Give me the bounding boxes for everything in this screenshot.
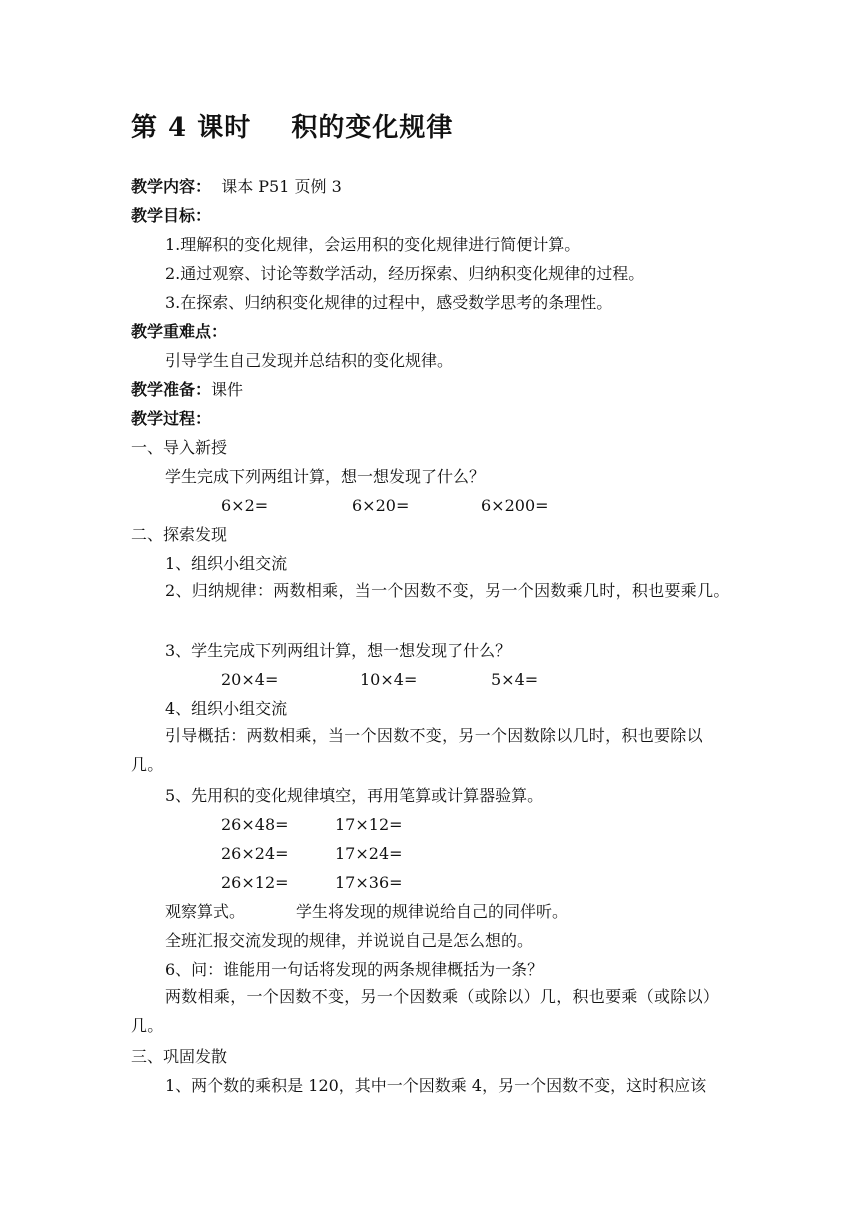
content-label: 教学内容： — [131, 177, 212, 196]
s2-step: 1、组织小组交流 — [165, 554, 288, 573]
s2-step: 4、组织小组交流 — [165, 699, 288, 718]
grid-cell: 17×24= — [335, 844, 403, 863]
content-line — [131, 176, 342, 198]
prep-label: 教学准备： — [131, 380, 212, 399]
page-title: 第 4 课时 积的变化规律 — [131, 113, 454, 143]
goal-item: 2.通过观察、讨论等数学活动，经历探索、归纳积变化规律的过程。 — [165, 264, 645, 283]
goals-label: 教学目标： — [131, 206, 212, 225]
s2-step: 3、学生完成下列两组计算，想一想发现了什么？ — [165, 641, 512, 660]
calc-item: 5×4= — [491, 670, 539, 689]
goal-item: 1.理解积的变化规律，会运用积的变化规律进行简便计算。 — [165, 235, 581, 254]
s2-step: 2、归纳规律：两数相乘，当一个因数不变，另一个因数乘几时，积也要乘几。 — [165, 581, 730, 600]
observe-text-2: 学生将发现的规律说给自己的同伴听。 — [296, 902, 569, 921]
s2-summary: 引导概括：两数相乘，当一个因数不变，另一个因数除以几时，积也要除以几。 — [131, 726, 703, 774]
keypoints-text: 引导学生自己发现并总结积的变化规律。 — [165, 351, 454, 370]
grid-cell: 26×24= — [221, 844, 289, 863]
s2-conclusion: 两数相乘，一个因数不变，另一个因数乘（或除以）几，积也要乘（或除以）几。 — [131, 987, 720, 1035]
calc-item: 10×4= — [360, 670, 418, 689]
content-value: 课本 P51 页例 3 — [211, 177, 342, 196]
s1-text: 学生完成下列两组计算，想一想发现了什么？ — [165, 467, 486, 486]
grid-cell: 17×12= — [335, 815, 403, 834]
goal-item: 3.在探索、归纳积变化规律的过程中，感受数学思考的条理性。 — [165, 293, 613, 312]
section-heading: 二、探索发现 — [131, 525, 228, 544]
calc-item: 6×200= — [481, 496, 549, 515]
s2-step: 6、问：谁能用一句话将发现的两条规律概括为一条？ — [165, 960, 544, 979]
keypoints-label: 教学重难点： — [131, 322, 228, 341]
grid-cell: 26×48= — [221, 815, 289, 834]
report-text: 全班汇报交流发现的规律，并说说自己是怎么想的。 — [165, 931, 534, 950]
calc-item: 20×4= — [221, 670, 279, 689]
s3-item: 1、两个数的乘积是 120，其中一个因数乘 4，另一个因数不变，这时积应该 — [165, 1076, 707, 1095]
calc-item: 6×20= — [352, 496, 410, 515]
grid-cell: 26×12= — [221, 873, 289, 892]
prep-value: 课件 — [211, 380, 244, 399]
calc-item: 6×2= — [221, 496, 269, 515]
prep-line — [131, 379, 243, 401]
section-heading: 三、巩固发散 — [131, 1047, 228, 1066]
observe-text: 观察算式。 — [165, 902, 246, 921]
grid-cell: 17×36= — [335, 873, 403, 892]
s2-step: 5、先用积的变化规律填空，再用笔算或计算器验算。 — [165, 786, 544, 805]
process-label: 教学过程： — [131, 409, 212, 428]
section-heading: 一、导入新授 — [131, 438, 228, 457]
